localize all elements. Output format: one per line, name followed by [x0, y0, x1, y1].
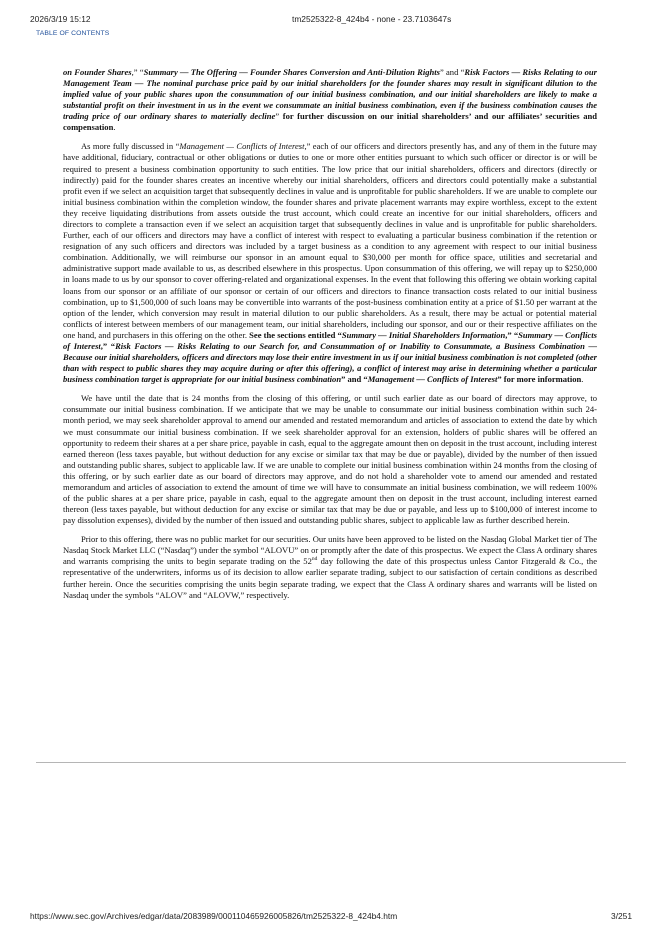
ordinal-superscript: nd	[311, 556, 318, 563]
text-run: Risk Factors — Risks Relating to our Search for, and Consummation of or Inability to Consummate, a Business Combination — Because our initial shareholders, officers and directors may lose their entire investment in us if our initial business combination is not completed (other than with respect to public shares they may acquire during or after this offering), a conflict of interest may arise in determining whether a particular business combination target is appropriate for our initial business combination	[63, 341, 597, 385]
header-document-title: tm2525322-8_424b4 - none - 23.7103647s	[292, 14, 452, 24]
text-run: See the sections entitled “	[249, 329, 342, 340]
text-run: ,” each of our officers and directors presently has, and any of them in the future may have additional, fiduciary, contractual or other obligations or duties to one or more other entities pursuant to which such officer or director is or will be required to present a business combination opportunity to such entities. The low price that our initial shareholders, officers and directors (directly or indirectly) paid for the founder shares creates an incentive whereby our initial shareholders, officers and directors could potentially make a substantial profit even if we select an acquisition target that subsequently declines in value and is unprofitable for public shareholders. If we are unable to complete our initial business combination within the completion window, the founder shares and private placement warrants may expire worthless, except to the extent they receive liquidating distributions from assets outside the trust account, which could create an incentive for our initial shareholders, officers and directors to complete a transaction even if we select an acquisition target that subsequently declines in value and is unprofitable for public shareholders. Further, each of our officers and directors may have a conflict of interest with respect to evaluating a particular business combination if the retention or resignation of any such officers and directors was included by a target business as a condition to any agreement with respect to our initial business combination. Additionally, we will reimburse our sponsor in an amount equal to $30,000 per month for office space, utilities and secretarial and administrative support made available to us, as described elsewhere in this prospectus. Upon consummation of this offering, we will repay up to $250,000 in loans made to us by our sponsor to cover offering-related and organizational expenses. In the event that following this offering we obtain working capital loans from our sponsor or an affiliate of our sponsor or certain of our officers and directors to finance transaction costs related to our initial business combination, up to $1,500,000 of such loans may be convertible into warrants of the post-business combination entity at a price of $1.50 per warrant at the option of the lender, which conversion may result in material dilution to our public shareholders. As a result, there may be actual or potential material conflicts of interest between members of our management team, our initial shareholders, including our sponsor, and our or their respective affiliates on the one hand, and purchasers in this offering on the other.	[63, 141, 598, 340]
text-run: Summary — Conflicts of Interest	[63, 329, 597, 352]
paragraph-founder-shares	[63, 67, 597, 134]
footer-url: https://www.sec.gov/Archives/edgar/data/2083989/000110465926005826/tm2525322-8_424b4.htm	[30, 911, 398, 921]
paragraph-nasdaq-listing	[63, 534, 597, 601]
text-run: ,” “	[505, 329, 519, 340]
text-run: .	[113, 122, 116, 133]
text-run: ” for more information	[497, 374, 582, 385]
header-datetime: 2026/3/19 15:12	[30, 14, 91, 24]
text-run: on Founder Shares	[63, 67, 132, 77]
text-run: ” and “	[341, 374, 368, 385]
text-run: for further discussion on our initial shareholders’ and our affiliates’ securities and compensation	[63, 111, 597, 133]
text-run: Management — Conflicts of Interest	[367, 374, 498, 385]
paragraph-conflicts-of-interest	[63, 141, 597, 385]
document-body	[63, 67, 597, 609]
text-run: ” and “	[439, 67, 465, 77]
footer-page-number: 3/251	[611, 911, 632, 921]
text-run: .	[581, 374, 584, 385]
text-run: ,” “	[131, 67, 144, 77]
text-run: Management — Conflicts of Interest	[179, 141, 305, 152]
text-run: Summary — Initial Shareholders Information	[341, 329, 506, 340]
text-run: Prior to this offering, there was no public market for our securities. Our units have been approved to be listed on the Nasdaq Global Market tier of The Nasdaq Stock Market LLC (“Nasdaq”) under the symbol “ALOVU” on or promptly after the date of this prospectus. We expect the Class A ordinary shares and warrants comprising the units to begin separate trading on the 52	[63, 534, 597, 567]
text-run: day following the date of this prospectus unless Cantor Fitzgerald & Co., the representative of the underwriters, informs us of its decision to allow earlier separate trading, subject to our satisfaction of certain conditions as described further herein. Once the securities comprising the units begin separate trading, we expect that the Class A ordinary shares and warrants will be listed on Nasdaq under the symbols “ALOV” and “ALOVW,” respectively.	[63, 556, 597, 600]
text-run: Risk Factors — Risks Relating to our Management Team — The nominal purchase price paid by our initial shareholders for the founder shares may result in significant dilution to the implied value of your public shares upon the consummation of our initial business combination, and our initial shareholders are likely to make a substantial profit on their investment in us in the event we consummate an initial business combination, even if the business combination causes the trading price of our ordinary shares to materially decline	[63, 67, 598, 122]
text-run: As more fully discussed in “	[81, 141, 180, 152]
text-run: ”	[275, 111, 283, 122]
page-divider	[36, 762, 626, 763]
text-run: ,” “	[100, 341, 116, 352]
text-run: Summary — The Offering — Founder Shares Conversion and Anti-Dilution Rights	[143, 67, 440, 77]
table-of-contents-link[interactable]: TABLE OF CONTENTS	[36, 30, 110, 37]
paragraph-completion-window: We have until the date that is 24 months from the closing of this offering, or until such earlier date as our board of directors may approve, to consummate our initial business combination. If we anticipate that we may be unable to consummate our initial business combination within such 24-month period, we may seek shareholder approval to amend our amended and restated memorandum and articles of association to extend the date by which we must consummate our initial business combination. If we seek shareholder approval for an extension, holders of public shares will be offered an opportunity to redeem their shares at a per share price, payable in cash, equal to the aggregate amount then on deposit in the trust account, including interest earned thereon (less taxes payable, but without deduction for any excise or similar tax that may be due or payable), divided by the number of then issued and outstanding public shares, subject to applicable law. If we are unable to complete our initial business combination within 24 months from the closing of this offering, or by such earlier date as our board of directors may approve, and do not hold a shareholder vote to amend our amended and restated memorandum and articles of association to extend the amount of time we will have to consummate an initial business combination, we will redeem 100% of the public shares at a per share price, payable in cash, equal to the aggregate amount then on deposit in the trust account, including interest earned thereon (less taxes payable, but without deduction for any excise or similar tax that may be due or payable, and less up to $100,000 of interest income to pay dissolution expenses), divided by the number of then issued and outstanding public shares, subject to applicable law as further described herein.	[63, 393, 597, 526]
